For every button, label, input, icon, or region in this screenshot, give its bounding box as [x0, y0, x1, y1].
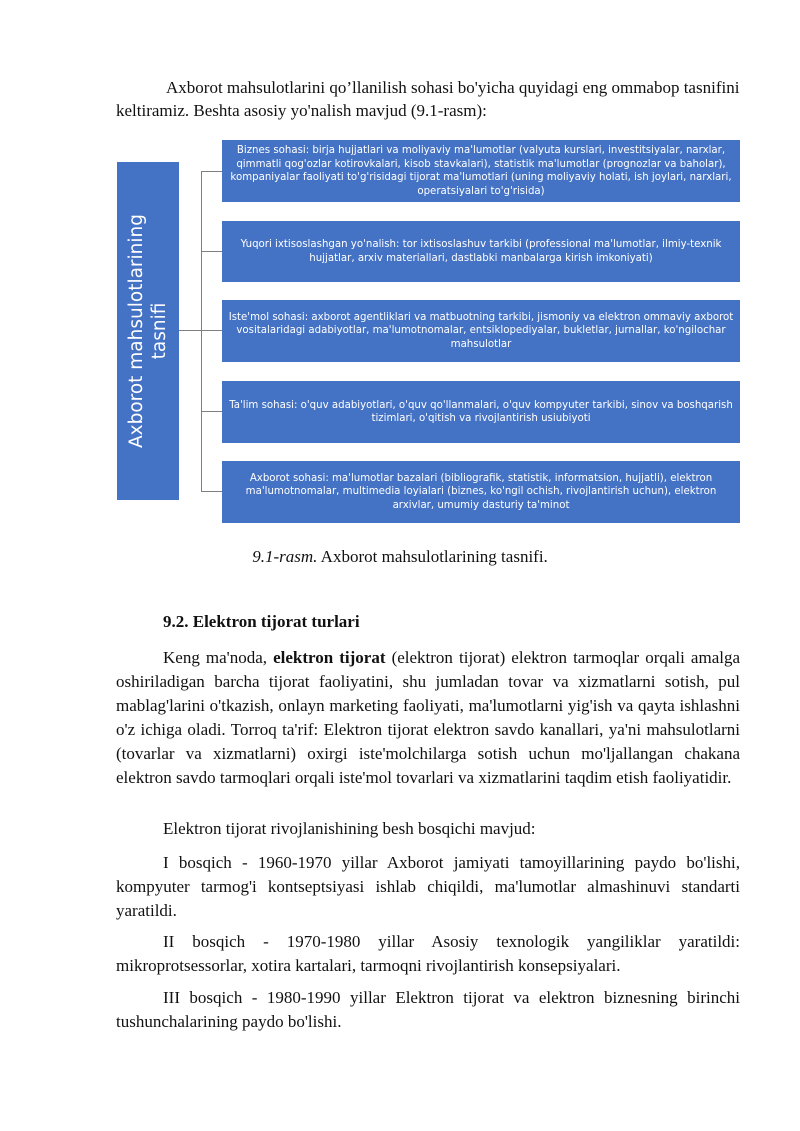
connector-vertical [201, 171, 202, 491]
connector-spine [179, 330, 201, 331]
category-text-business: Biznes sohasi: birja hujjatlari va moliyaviy ma'lumotlar (valyuta kurslari, investitsiyalar, narxlar, qimmatli qog'ozlar kotirovkalari, kisob stavkalari), statistik ma'lumotlar (prognozlar va baholar), kompaniyalar faoliyati to'g'risidagi tijorat ma'lumotlari (uning moliyaviy holati, ish joylari, narxlari, operatsiyalari to'g'risida) [230, 145, 732, 197]
figure-caption-text: Axborot mahsulotlarining tasnifi. [317, 547, 548, 566]
category-box-information [222, 461, 740, 523]
connector-branch-2 [201, 251, 222, 252]
category-text-specialized: Yuqori ixtisoslashgan yo'nalish: tor ixtisoslashuv tarkibi (professional ma'lumotlar, ilmiy-texnik hujjatlar, arxiv materiallari, dastlabki manbalarga kirish imkoniyati) [240, 239, 722, 264]
paragraph-definition-start: Keng ma'noda, [163, 648, 274, 667]
connector-branch-3 [201, 330, 222, 331]
category-box-business [222, 140, 740, 202]
category-text-consumer: Iste'mol sohasi: axborot agentliklari va matbuotning tarkibi, jismoniy va elektron ommaviy axborot vositalaridagi adabiyotlar, ma'lumotnomalar, entsiklopediyalar, bukletlar, jurnallar, ko'ngilochar mahsulotlar [228, 311, 734, 350]
connector-branch-5 [201, 491, 222, 492]
connector-branch-4 [201, 411, 222, 412]
paragraph-stages-intro: Elektron tijorat rivojlanishining besh bosqichi mavjud: [163, 819, 536, 838]
paragraph-definition-rest: (elektron tijorat) elektron tarmoqlar orqali amalga oshiriladigan barcha tijorat faoliyatini, shu jumladan tovar va xizmatlarni sotish, pul mablag'larini o'tkazish, onlayn marketing faoliyati, ma'lumotlarni yig'ish va qayta ishlashni o'z ichiga oladi. Torroq ta'rif: Elektron tijorat elektron savdo kanallari, ya'ni mahsulotlarni (tovarlar va xizmatlarni) oxirgi iste'molchilarga sotish uchun mo'ljallangan chakana elektron savdo tarmoqlari orqali iste'mol tovarlari va xizmatlarini taqdim etish faoliyatidir. [116, 648, 741, 787]
diagram-title [125, 166, 171, 496]
category-box-specialized [222, 221, 740, 282]
term-bold: elektron tijorat [273, 648, 386, 667]
paragraph-stage-1: I bosqich - 1960-1970 yillar Axborot jamiyati tamoyillarining paydo bo'lishi, kompyuter tarmog'i kontseptsiyasi ishlab chiqildi, ma'lumotlar almashinuvi standarti yaratildi. [116, 853, 740, 920]
paragraph-stage-3: III bosqich - 1980-1990 yillar Elektron tijorat va elektron biznesning birinchi tushunchalarining paydo bo'lishi. [116, 988, 740, 1031]
category-text-education: Ta'lim sohasi: o'quv adabiyotlari, o'quv qo'llanmalari, o'quv kompyuter tarkibi, sinov va boshqarish tizimlari, o'qitish va rivojlantirish usiubiyoti [229, 399, 733, 424]
intro-paragraph: Axborot mahsulotlarini qo’llanilish sohasi bo'yicha quyidagi eng ommabop tasnifini keltiramiz. Beshta asosiy yo'nalish mavjud (9.1-rasm): [116, 78, 740, 120]
category-box-education [222, 381, 740, 443]
paragraph-stage-2: II bosqich - 1970-1980 yillar Asosiy texnologik yangiliklar yaratildi: mikroprotsessorlar, xotira kartalari, tarmoqni rivojlantirish konsepsiyalari. [116, 932, 740, 975]
category-box-consumer [222, 300, 740, 362]
paragraph-definition [116, 646, 740, 790]
figure-caption-label: 9.1-rasm. [252, 547, 318, 566]
diagram-title-line-1: Axborot mahsulotlarining [126, 213, 147, 449]
diagram-title-line-2: tasnifi [149, 302, 170, 360]
section-heading: 9.2. Elektron tijorat turlari [163, 612, 360, 631]
connector-branch-1 [201, 171, 222, 172]
category-text-information: Axborot sohasi: ma'lumotlar bazalari (bibliografik, statistik, informatsion, hujjatli), elektron ma'lumotnomalar, multimedia loyialari (biznes, ko'ngil ochish, rivojlantirish uchun), elektron arxivlar, umumiy dasturiy ta'minot [245, 472, 717, 511]
figure-caption [0, 546, 800, 568]
